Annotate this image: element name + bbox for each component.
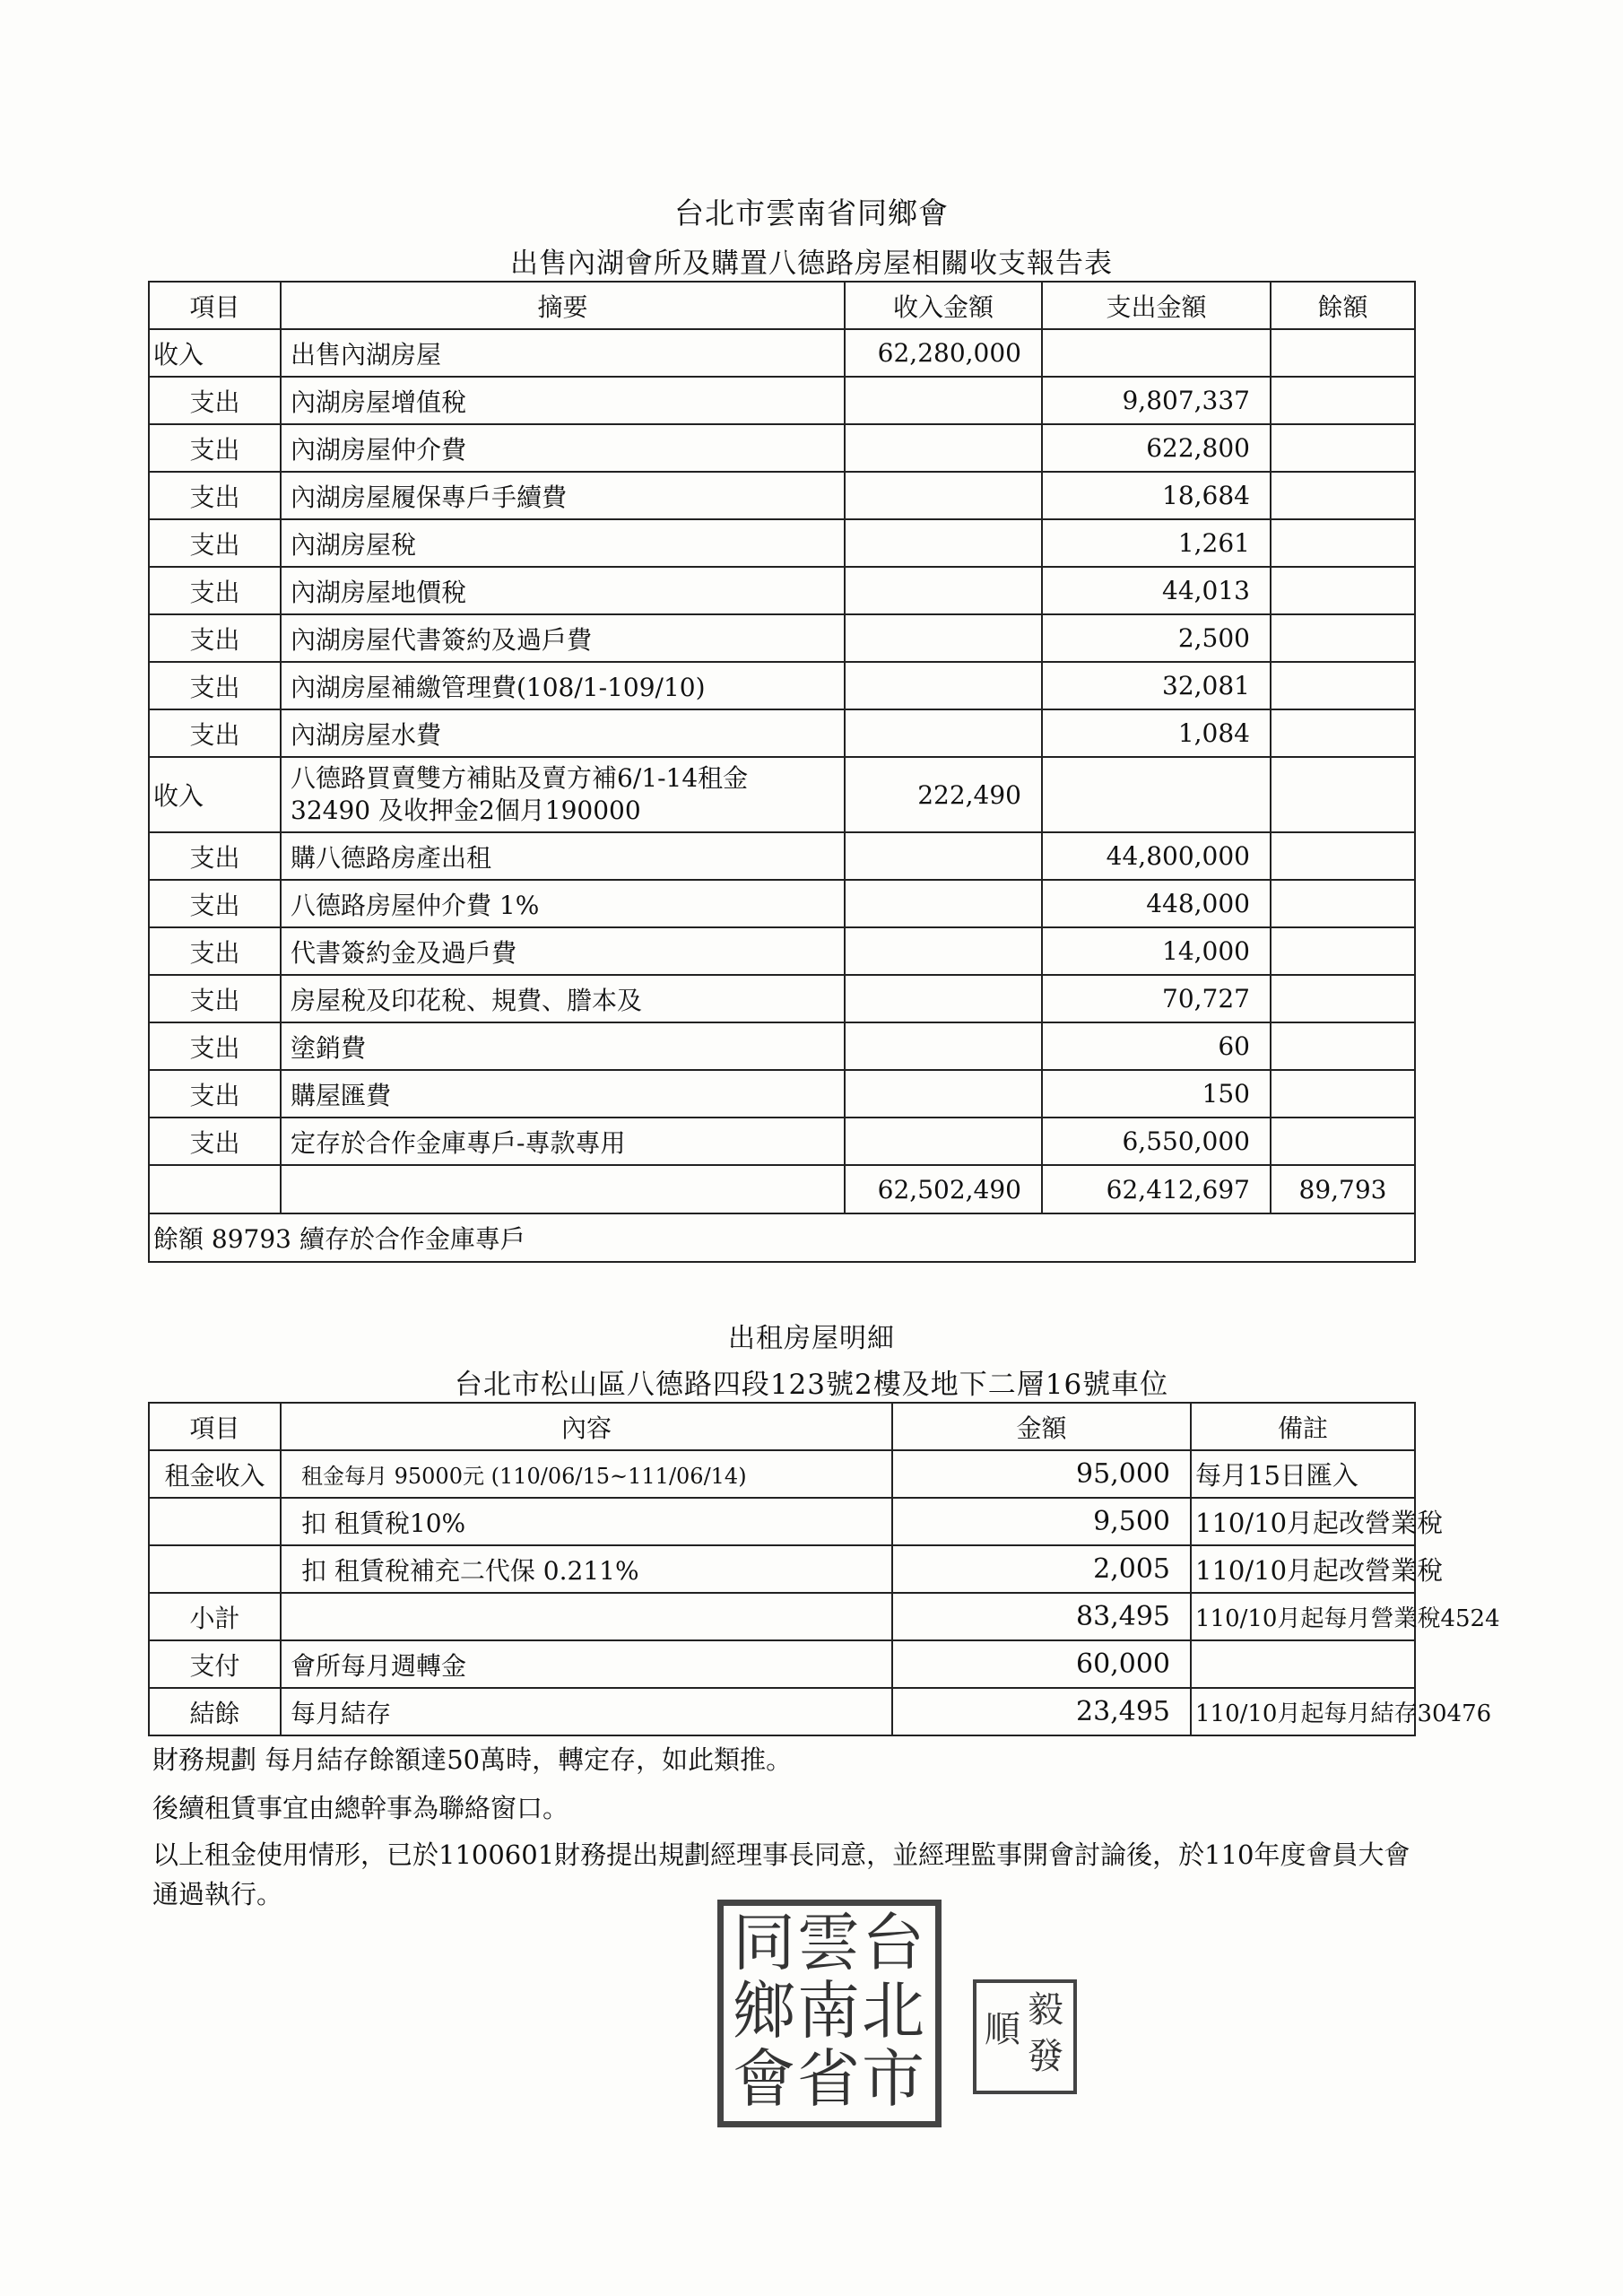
row-balance — [1271, 880, 1415, 927]
note-contact: 後續租賃事宜由總幹事為聯絡窗口。 — [152, 1793, 569, 1823]
row-balance — [1271, 832, 1415, 880]
row-income — [845, 662, 1042, 709]
row-desc: 定存於合作金庫專戶-專款專用 — [281, 1118, 845, 1165]
row-item: 支出 — [149, 927, 281, 975]
row-item: 結餘 — [149, 1688, 281, 1735]
note-financial-plan: 財務規劃 每月結存餘額達50萬時，轉定存，如此類推。 — [152, 1744, 793, 1775]
row-desc: 內湖房屋地價稅 — [281, 567, 845, 614]
row-balance — [1271, 1022, 1415, 1070]
row-item: 租金收入 — [149, 1450, 281, 1498]
row-item: 支出 — [149, 1022, 281, 1070]
table-header-row — [149, 282, 1415, 329]
table-row — [149, 472, 1415, 519]
rental-table — [148, 1402, 1500, 1736]
col-header-expense: 支出金額 — [1042, 282, 1271, 329]
row-desc: 塗銷費 — [281, 1022, 845, 1070]
row-expense: 9,807,337 — [1042, 377, 1271, 424]
table-row — [149, 1450, 1415, 1498]
row-expense: 448,000 — [1042, 880, 1271, 927]
table-row — [149, 1593, 1415, 1640]
row-balance — [1271, 975, 1415, 1022]
row-balance — [1271, 519, 1415, 567]
col-header-desc: 摘要 — [281, 282, 845, 329]
org-title: 台北市雲南省同鄉會 — [674, 196, 949, 230]
personal-seal-stamp — [973, 1979, 1077, 2094]
finance-table — [148, 281, 1416, 1263]
note-row — [149, 1213, 1415, 1262]
row-expense: 32,081 — [1042, 662, 1271, 709]
row-item — [149, 1545, 281, 1593]
row-item: 支出 — [149, 1118, 281, 1165]
row-remark — [1191, 1640, 1415, 1688]
row-desc: 內湖房屋履保專戶手續費 — [281, 472, 845, 519]
seal-glyph: 同 — [733, 1906, 795, 1979]
row-desc: 內湖房屋增值稅 — [281, 377, 845, 424]
table-row — [149, 662, 1415, 709]
seal-glyph: 順 — [985, 2009, 1020, 2050]
table-header-row — [149, 1403, 1415, 1450]
row-expense: 150 — [1042, 1070, 1271, 1118]
row-item: 支出 — [149, 519, 281, 567]
seal-glyph: 南 — [797, 1974, 860, 2048]
table-row — [149, 832, 1415, 880]
row-desc-line1: 八德路買賣雙方補貼及賣方補6/1-14租金 — [291, 763, 749, 793]
row-expense — [1042, 757, 1271, 832]
org-seal-stamp — [717, 1900, 942, 2127]
row-balance — [1271, 662, 1415, 709]
row-amount: 2,005 — [892, 1545, 1191, 1593]
row-desc: 出售內湖房屋 — [281, 329, 845, 377]
col-header-content: 內容 — [281, 1403, 892, 1450]
table-row — [149, 424, 1415, 472]
row-balance — [1271, 567, 1415, 614]
table-row — [149, 377, 1415, 424]
row-amount: 95,000 — [892, 1450, 1191, 1498]
row-desc: 內湖房屋水費 — [281, 709, 845, 757]
total-expense: 62,412,697 — [1042, 1165, 1271, 1213]
table-row — [149, 880, 1415, 927]
row-desc: 內湖房屋代書簽約及過戶費 — [281, 614, 845, 662]
balance-note: 餘額 89793 續存於合作金庫專戶 — [149, 1213, 1415, 1262]
row-expense: 1,261 — [1042, 519, 1271, 567]
row-item: 小計 — [149, 1593, 281, 1640]
row-content: 每月結存 — [281, 1688, 892, 1735]
row-amount: 60,000 — [892, 1640, 1191, 1688]
total-balance: 89,793 — [1271, 1165, 1415, 1213]
row-expense: 2,500 — [1042, 614, 1271, 662]
row-amount: 83,495 — [892, 1593, 1191, 1640]
row-desc: 八德路房屋仲介費 1% — [281, 880, 845, 927]
table-row — [149, 1688, 1415, 1735]
table-row — [149, 1022, 1415, 1070]
seal-glyph: 發 — [1028, 2036, 1063, 2077]
row-income — [845, 377, 1042, 424]
totals-desc — [281, 1165, 845, 1213]
row-expense: 18,684 — [1042, 472, 1271, 519]
row-income — [845, 832, 1042, 880]
table-row — [149, 614, 1415, 662]
row-income — [845, 975, 1042, 1022]
row-item: 支出 — [149, 472, 281, 519]
table-row — [149, 1070, 1415, 1118]
row-income: 62,280,000 — [845, 329, 1042, 377]
row-item: 支出 — [149, 832, 281, 880]
col-header-remark: 備註 — [1191, 1403, 1415, 1450]
row-expense: 44,013 — [1042, 567, 1271, 614]
row-desc: 購屋匯費 — [281, 1070, 845, 1118]
seal-glyph: 鄉 — [733, 1974, 795, 2048]
row-income — [845, 1070, 1042, 1118]
row-expense — [1042, 329, 1271, 377]
rental-section-title: 出租房屋明細 — [728, 1323, 895, 1354]
row-balance — [1271, 709, 1415, 757]
row-income — [845, 519, 1042, 567]
row-income — [845, 424, 1042, 472]
row-item: 支出 — [149, 377, 281, 424]
row-item: 支出 — [149, 880, 281, 927]
seal-glyph: 省 — [797, 2042, 860, 2116]
total-income: 62,502,490 — [845, 1165, 1042, 1213]
row-expense: 70,727 — [1042, 975, 1271, 1022]
seal-glyph: 市 — [862, 2042, 924, 2116]
row-income — [845, 472, 1042, 519]
row-expense: 1,084 — [1042, 709, 1271, 757]
row-item: 支出 — [149, 424, 281, 472]
row-balance — [1271, 424, 1415, 472]
row-content: 扣 租賃稅10% — [281, 1498, 892, 1545]
table-row — [149, 329, 1415, 377]
col-header-item: 項目 — [149, 1403, 281, 1450]
row-income — [845, 880, 1042, 927]
row-remark: 110/10月起每月營業稅4524 — [1191, 1593, 1415, 1640]
table-row — [149, 1498, 1415, 1545]
totals-item — [149, 1165, 281, 1213]
row-item: 收入 — [149, 757, 281, 832]
row-income — [845, 614, 1042, 662]
row-content: 扣 租賃稅補充二代保 0.211% — [281, 1545, 892, 1593]
row-remark: 110/10月起改營業稅 — [1191, 1498, 1415, 1545]
seal-glyph: 毅 — [1028, 1989, 1063, 2031]
seal-glyph: 會 — [733, 2042, 795, 2116]
row-balance — [1271, 927, 1415, 975]
row-desc: 內湖房屋稅 — [281, 519, 845, 567]
table-row — [149, 709, 1415, 757]
row-item: 支出 — [149, 709, 281, 757]
row-item: 收入 — [149, 329, 281, 377]
row-remark: 每月15日匯入 — [1191, 1450, 1415, 1498]
row-income — [845, 927, 1042, 975]
row-balance — [1271, 329, 1415, 377]
row-remark: 110/10月起改營業稅 — [1191, 1545, 1415, 1593]
seal-glyph: 台 — [862, 1906, 924, 1979]
table-row — [149, 975, 1415, 1022]
row-content: 租金每月 95000元 (110/06/15~111/06/14) — [281, 1450, 892, 1498]
row-desc: 代書簽約金及過戶費 — [281, 927, 845, 975]
row-content — [281, 1593, 892, 1640]
rental-address: 台北市松山區八德路四段123號2樓及地下二層16號車位 — [454, 1369, 1169, 1401]
table-row — [149, 519, 1415, 567]
row-income — [845, 1022, 1042, 1070]
row-desc — [281, 757, 845, 832]
row-expense: 44,800,000 — [1042, 832, 1271, 880]
col-header-balance: 餘額 — [1271, 282, 1415, 329]
row-item: 支出 — [149, 975, 281, 1022]
row-item: 支出 — [149, 614, 281, 662]
row-item: 支出 — [149, 567, 281, 614]
row-income — [845, 709, 1042, 757]
row-item: 支付 — [149, 1640, 281, 1688]
col-header-item: 項目 — [149, 282, 281, 329]
note-approval: 以上租金使用情形，已於1100601財務提出規劃經理事長同意，並經理監事開會討論後，於110年度會員大會通過執行。 — [152, 1839, 1410, 1909]
row-balance — [1271, 614, 1415, 662]
table-row — [149, 927, 1415, 975]
table-row — [149, 1545, 1415, 1593]
row-balance — [1271, 757, 1415, 832]
row-desc: 房屋稅及印花稅、規費、謄本及 — [281, 975, 845, 1022]
row-income — [845, 1118, 1042, 1165]
row-desc: 購八德路房產出租 — [281, 832, 845, 880]
table-row — [149, 567, 1415, 614]
col-header-income: 收入金額 — [845, 282, 1042, 329]
col-header-amount: 金額 — [892, 1403, 1191, 1450]
report-title: 出售內湖會所及購置八德路房屋相關收支報告表 — [510, 248, 1113, 280]
row-expense: 6,550,000 — [1042, 1118, 1271, 1165]
row-item — [149, 1498, 281, 1545]
row-balance — [1271, 472, 1415, 519]
table-row — [149, 757, 1415, 832]
row-income — [845, 567, 1042, 614]
row-desc-line2: 32490 及收押金2個月190000 — [291, 796, 641, 825]
row-expense: 60 — [1042, 1022, 1271, 1070]
row-balance — [1271, 1118, 1415, 1165]
row-expense: 622,800 — [1042, 424, 1271, 472]
totals-row — [149, 1165, 1415, 1213]
row-amount: 23,495 — [892, 1688, 1191, 1735]
row-item: 支出 — [149, 662, 281, 709]
row-desc: 內湖房屋補繳管理費(108/1-109/10) — [281, 662, 845, 709]
row-content: 會所每月週轉金 — [281, 1640, 892, 1688]
row-amount: 9,500 — [892, 1498, 1191, 1545]
seal-glyph: 北 — [862, 1974, 924, 2048]
row-desc: 內湖房屋仲介費 — [281, 424, 845, 472]
row-balance — [1271, 1070, 1415, 1118]
row-balance — [1271, 377, 1415, 424]
row-item: 支出 — [149, 1070, 281, 1118]
table-row — [149, 1118, 1415, 1165]
row-remark: 110/10月起每月結存30476 — [1191, 1688, 1415, 1735]
row-income: 222,490 — [845, 757, 1042, 832]
row-expense: 14,000 — [1042, 927, 1271, 975]
table-row — [149, 1640, 1415, 1688]
seal-glyph: 雲 — [797, 1906, 860, 1979]
